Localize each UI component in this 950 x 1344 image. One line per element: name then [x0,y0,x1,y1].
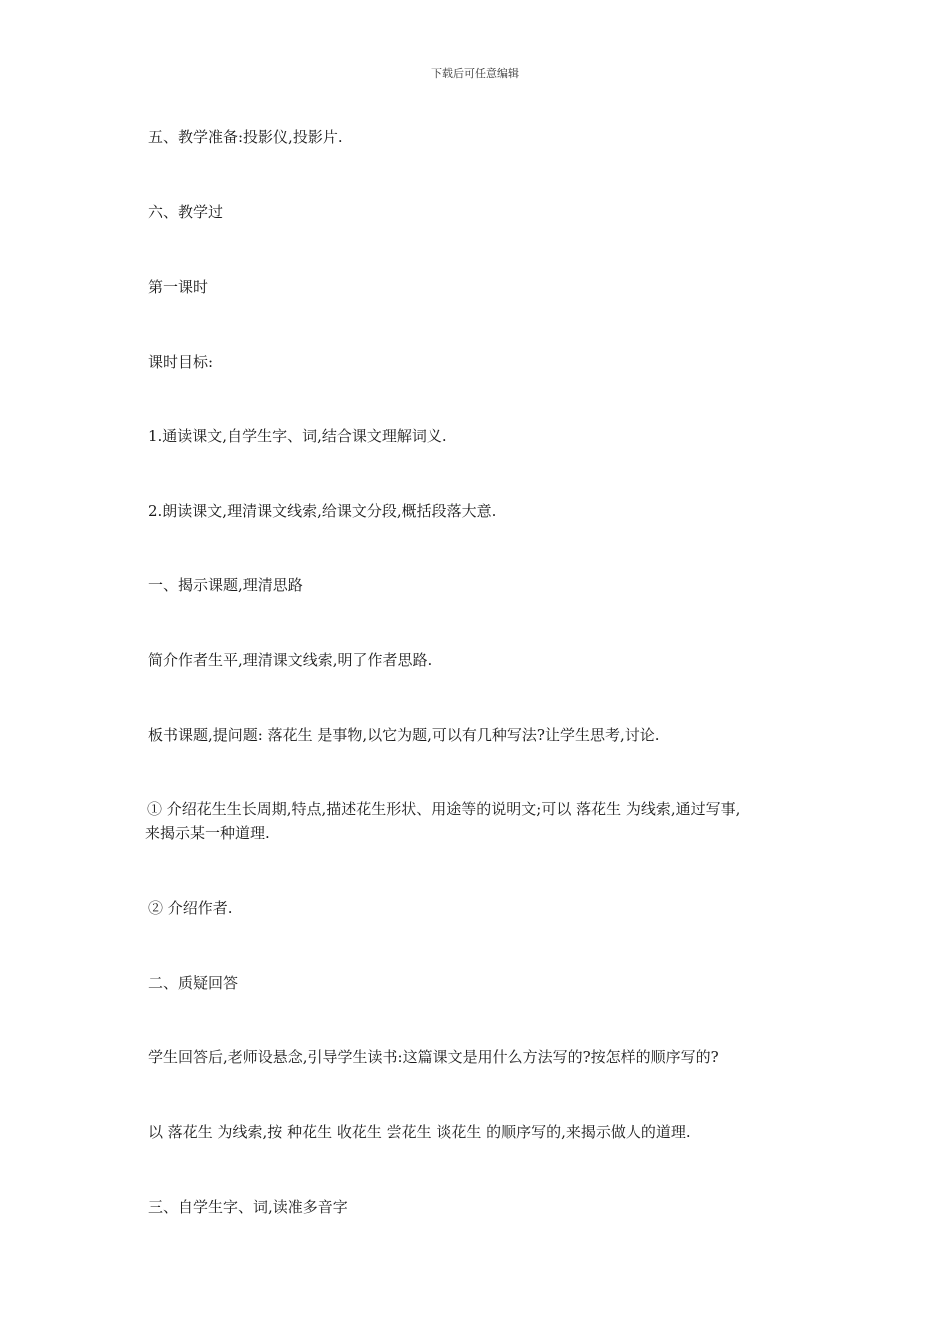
paragraph-teaching-process: 六、教学过 [148,203,224,221]
paragraph-clue-order: 以 落花生 为线索,按 种花生 收花生 尝花生 谈花生 的顺序写的,来揭示做人的道理. [148,1123,691,1141]
paragraph-section-2-heading: 二、质疑回答 [148,974,239,992]
paragraph-author-intro: 简介作者生平,理清课文线索,明了作者思路. [148,651,433,669]
paragraph-goal-1: 1.通读课文,自学生字、词,结合课文理解词义. [148,427,447,445]
paragraph-item-1 [145,797,813,845]
paragraph-first-lesson: 第一课时 [148,278,209,296]
paragraph-student-answer: 学生回答后,老师设悬念,引导学生读书:这篇课文是用什么方法写的?按怎样的顺序写的? [148,1048,719,1066]
paragraph-item-1-line-2: 来揭示某一种道理. [145,824,270,842]
paragraph-teaching-preparation: 五、教学准备:投影仪,投影片. [148,128,343,146]
paragraph-blackboard-question: 板书课题,提问题: 落花生 是事物,以它为题,可以有几种写法?让学生思考,讨论. [148,726,660,744]
paragraph-item-2: ② 介绍作者. [148,899,233,917]
paragraph-goal-2: 2.朗读课文,理清课文线索,给课文分段,概括段落大意. [148,502,497,520]
paragraph-item-1-line-1: ① 介绍花生生长周期,特点,描述花生形状、用途等的说明文;可以 落花生 为线索,通过写事, [147,800,741,818]
page-header: 下载后可任意编辑 [431,67,519,80]
paragraph-section-1-heading: 一、揭示课题,理清思路 [148,576,303,594]
paragraph-section-3-heading: 三、自学生字、词,读准多音字 [148,1198,348,1216]
paragraph-lesson-goals: 课时目标: [148,353,214,371]
